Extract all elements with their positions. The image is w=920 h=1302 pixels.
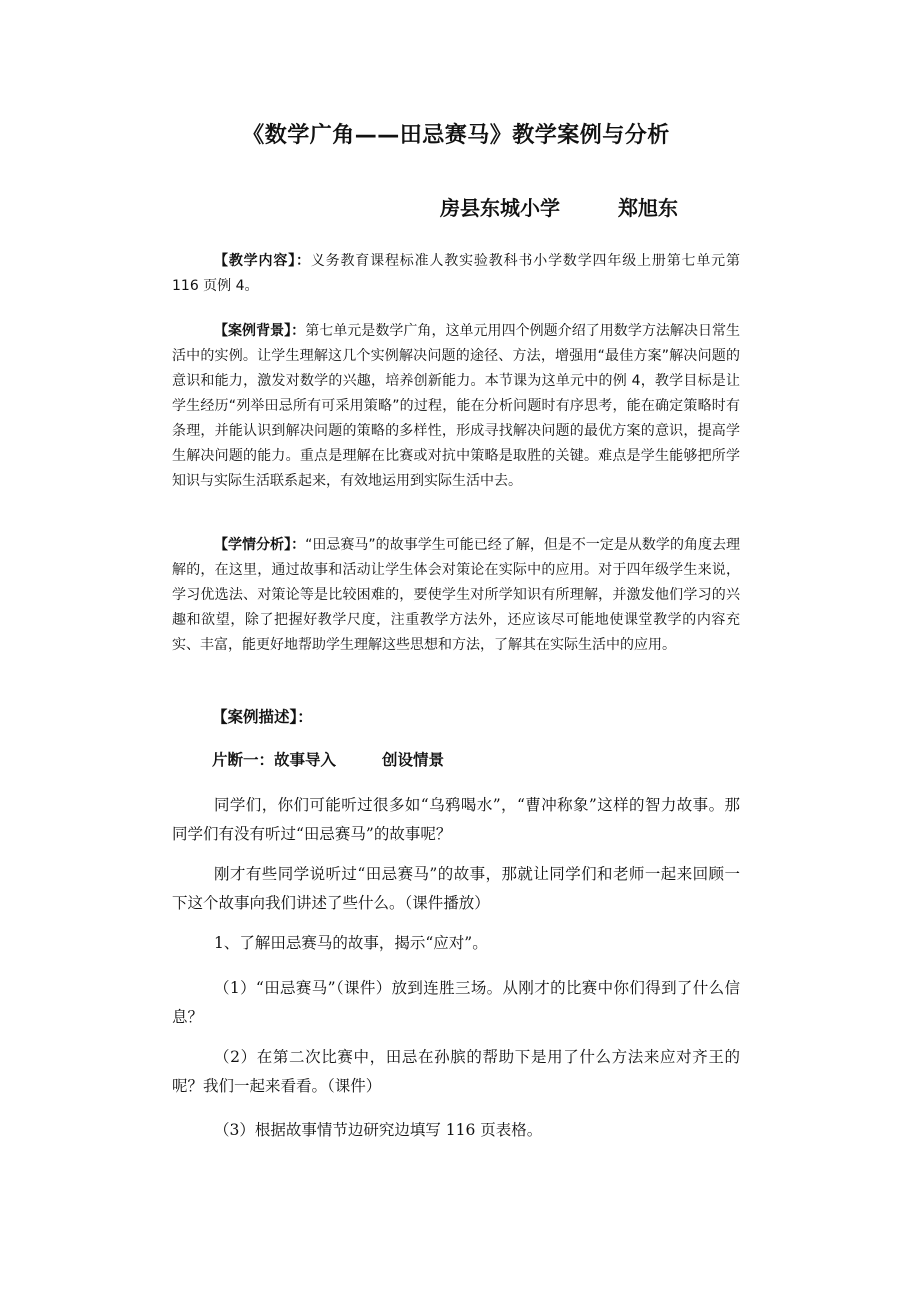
student-analysis-text: “田忌赛马”的故事学生可能已经了解，但是不一定是从数学的角度去理解的，在这里，通过故事和活动让学生体会对策论在实际中的应用。对于四年级学生来说，学习优选法、对策论等是比较困难的，要使学生对所学知识有所理解，并激发他们学习的兴趣和欲望，除了把握好教学尺度，注重教学方法外，还应该尽可能地使课堂教学的内容充实、丰富，能更好地帮助学生理解这些思想和方法，了解其在实际生活中的应用。 bbox=[172, 537, 740, 653]
body-paragraph-6: （3）根据故事情节边研究边填写 116 页表格。 bbox=[214, 1121, 543, 1139]
case-background-paragraph bbox=[172, 319, 740, 494]
body-paragraph-5: （2）在第二次比赛中，田忌在孙膑的帮助下是用了什么方法来应对齐王的呢？我们一起来看看。（课件） bbox=[172, 1048, 740, 1095]
teaching-content-text: 义务教育课程标准人教实验教科书小学数学四年级上册第七单元第 116 页例 4。 bbox=[172, 253, 741, 294]
author-name: 郑旭东 bbox=[618, 196, 678, 220]
fragment-one-title: 片断一：故事导入 bbox=[212, 751, 337, 769]
body-paragraph-1: 同学们，你们可能听过很多如“乌鸦喝水”，“曹冲称象”这样的智力故事。那同学们有没有听过“田忌赛马”的故事呢？ bbox=[172, 796, 740, 843]
case-description-heading: 【案例描述】： bbox=[212, 708, 313, 726]
body-paragraph-3: 1、了解田忌赛马的故事，揭示“应对”。 bbox=[214, 934, 488, 952]
fragment-one-heading bbox=[212, 748, 444, 770]
teaching-content-label: 【教学内容】： bbox=[214, 253, 311, 269]
document-title: 《数学广角——田忌赛马》教学案例与分析 bbox=[242, 123, 670, 148]
case-background-text: 第七单元是数学广角，这单元用四个例题介绍了用数学方法解决日常生活中的实例。让学生理解这几个实例解决问题的途径、方法，增强用“最佳方案”解决问题的意识和能力，激发对数学的兴趣，培养创新能力。本节课为这单元中的例 4，教学目标是让学生经历“列举田忌所有可采用策略”的过程，能在分析问题时有序思考，能在确定策略时有条理，并能认识到解决问题的策略的多样性，形成寻找解决问题的最优方案的意识，提高学生解决问题的能力。重点是理解在比赛或对抗中策略是取胜的关键。难点是学生能够把所学知识与实际生活联系起来，有效地运用到实际生活中去。 bbox=[172, 323, 741, 489]
student-analysis-label: 【学情分析】： bbox=[214, 537, 306, 553]
body-paragraph-4: （1）“田忌赛马”（课件）放到连胜三场。从刚才的比赛中你们得到了什么信息？ bbox=[172, 979, 740, 1026]
school-name: 房县东城小学 bbox=[440, 196, 560, 220]
student-analysis-paragraph bbox=[172, 533, 740, 658]
body-paragraph-2: 刚才有些同学说听过“田忌赛马”的故事，那就让同学们和老师一起来回顾一下这个故事向我们讲述了些什么。（课件播放） bbox=[172, 865, 740, 912]
author-line bbox=[440, 192, 678, 221]
teaching-content-paragraph bbox=[172, 249, 740, 299]
case-background-label: 【案例背景】： bbox=[214, 323, 306, 339]
fragment-one-subtitle: 创设情景 bbox=[382, 751, 445, 769]
